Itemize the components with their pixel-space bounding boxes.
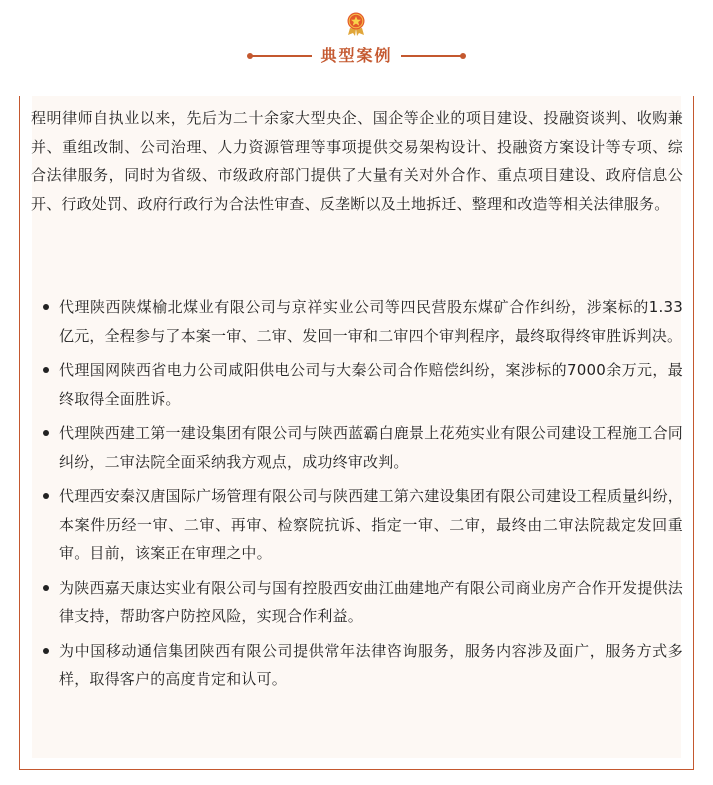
list-item — [41, 419, 683, 476]
bullet-dot-icon — [43, 648, 49, 654]
list-item — [41, 574, 683, 631]
frame-border-right — [693, 96, 694, 770]
list-item — [41, 637, 683, 694]
case-text: 代理陕西建工第一建设集团有限公司与陕西蓝霸白鹿景上花苑实业有限公司建设工程施工合同纠纷，二审法院全面采纳我方观点，成功终审改判。 — [59, 424, 683, 471]
bullet-dot-icon — [43, 493, 49, 499]
frame-border-left — [19, 96, 20, 770]
case-list — [41, 293, 683, 700]
bullet-dot-icon — [43, 430, 49, 436]
case-text: 代理陕西陕煤榆北煤业有限公司与京祥实业公司等四民营股东煤矿合作纠纷，涉案标的1.33亿元，全程参与了本案一审、二审、发回一审和二审四个审判程序，最终取得终审胜诉判决。 — [59, 298, 683, 345]
section-header — [0, 44, 713, 68]
bullet-dot-icon — [43, 585, 49, 591]
medal-star-icon — [345, 12, 367, 36]
list-item — [41, 482, 683, 568]
bullet-dot-icon — [43, 304, 49, 310]
list-item — [41, 356, 683, 413]
title-divider-right — [401, 55, 463, 57]
case-text: 代理西安秦汉唐国际广场管理有限公司与陕西建工第六建设集团有限公司建设工程质量纠纷，本案件历经一审、二审、再审、检察院抗诉、指定一审、二审，最终由二审法院裁定发回重审。目前，该案正在审理之中。 — [59, 487, 683, 562]
case-text: 为陕西嘉天康达实业有限公司与国有控股西安曲江曲建地产有限公司商业房产合作开发提供法律支持，帮助客户防控风险，实现合作利益。 — [59, 578, 683, 625]
bullet-dot-icon — [43, 367, 49, 373]
title-divider-left — [250, 55, 312, 57]
list-item — [41, 293, 683, 350]
case-text: 代理国网陕西省电力公司咸阳供电公司与大秦公司合作赔偿纠纷，案涉标的7000余万元，最终取得全面胜诉。 — [59, 361, 683, 408]
frame-border-bottom — [19, 769, 694, 770]
intro-paragraph: 程明律师自执业以来，先后为二十余家大型央企、国企等企业的项目建设、投融资谈判、收购兼并、重组改制、公司治理、人力资源管理等事项提供交易架构设计、投融资方案设计等专项、综合法律服务，同时为省级、市级政府部门提供了大量有关对外合作、重点项目建设、政府信息公开、行政处罚、政府行政行为合法性审查、反垄断以及土地拆迁、整理和改造等相关法律服务。 — [31, 109, 683, 213]
section-title: 典型案例 — [320, 46, 393, 65]
case-text: 为中国移动通信集团陕西有限公司提供常年法律咨询服务，服务内容涉及面广，服务方式多样，取得客户的高度肯定和认可。 — [59, 641, 683, 688]
